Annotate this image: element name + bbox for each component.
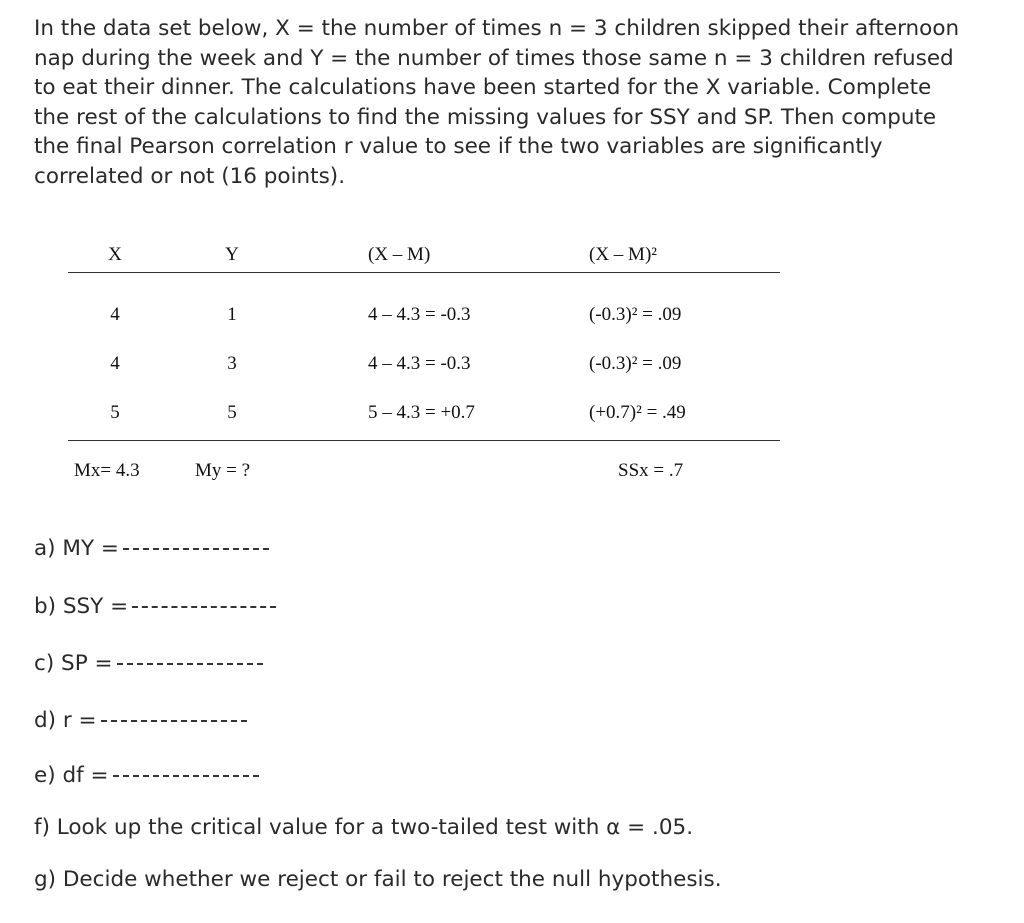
question-label: e) df =: [34, 763, 109, 788]
cell-deviation: 5 – 4.3 = +0.7: [368, 402, 475, 423]
answer-blank[interactable]: [113, 775, 259, 777]
mean-x: Mx= 4.3: [74, 460, 140, 481]
question-label: c) SP =: [34, 651, 113, 676]
intro-line: the rest of the calculations to find the missing values for SSY and SP. Then compute: [34, 104, 937, 130]
question-label: g) Decide whether we reject or fail to reject the null hypothesis.: [34, 867, 722, 892]
question-g: [34, 867, 722, 892]
answer-blank[interactable]: [132, 606, 276, 608]
intro-line: nap during the week and Y = the number of times those same n = 3 children refused: [34, 45, 954, 71]
question-label: d) r =: [34, 708, 97, 733]
cell-y: 3: [227, 353, 237, 374]
header-x: X: [108, 244, 122, 265]
mean-y: My = ?: [195, 460, 251, 481]
data-table: [68, 236, 780, 496]
answer-blank[interactable]: [123, 548, 269, 550]
cell-x: 4: [110, 304, 120, 325]
question-label: b) SSY =: [34, 594, 129, 619]
intro-line: the final Pearson correlation r value to see if the two variables are significantly: [34, 134, 883, 159]
question-e: [34, 763, 259, 788]
question-b: [34, 594, 276, 619]
cell-x: 4: [110, 353, 120, 374]
cell-y: 5: [227, 402, 237, 423]
intro-line: to eat their dinner. The calculations have been started for the X variable. Complete: [34, 75, 932, 100]
question-c: [34, 651, 263, 676]
question-d: [34, 708, 247, 733]
answer-blank[interactable]: [117, 663, 263, 665]
cell-y: 1: [227, 304, 237, 325]
intro-line: correlated or not (16 points).: [34, 163, 346, 189]
header-y: Y: [225, 244, 239, 265]
question-f: [34, 815, 693, 840]
question-label: a) MY =: [34, 536, 119, 561]
cell-squared-deviation: (-0.3)² = .09: [589, 304, 682, 325]
answer-blank[interactable]: [101, 720, 247, 722]
header-rule: [68, 272, 780, 273]
cell-squared-deviation: (+0.7)² = .49: [589, 402, 686, 423]
question-a: [34, 536, 269, 561]
intro-line: In the data set below, X = the number of times n = 3 children skipped their afternoon: [34, 16, 960, 41]
header-deviation: (X – M): [368, 244, 431, 265]
problem-statement: [34, 14, 994, 191]
header-squared-deviation: (X – M)²: [589, 244, 657, 265]
sum-of-squares-x: SSx = .7: [618, 460, 684, 481]
question-label: f) Look up the critical value for a two-tailed test with α = .05.: [34, 815, 694, 840]
cell-deviation: 4 – 4.3 = -0.3: [368, 353, 471, 374]
cell-deviation: 4 – 4.3 = -0.3: [368, 304, 471, 325]
footer-rule: [68, 440, 780, 441]
cell-squared-deviation: (-0.3)² = .09: [589, 353, 682, 374]
cell-x: 5: [110, 402, 120, 423]
